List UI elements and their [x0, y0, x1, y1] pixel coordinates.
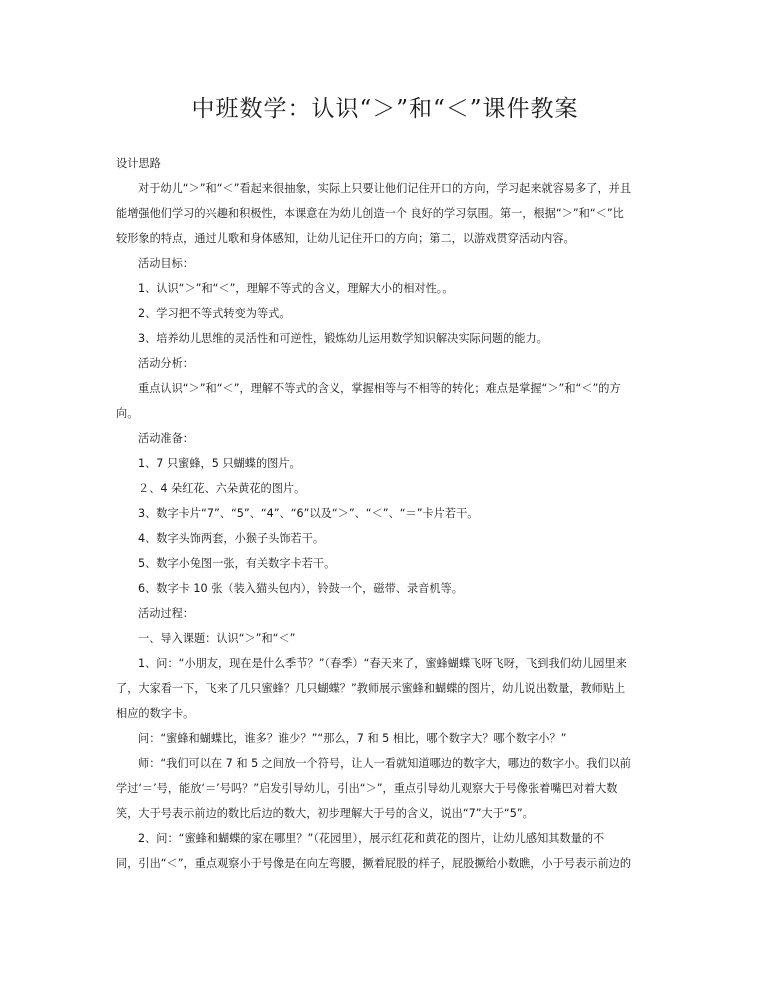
list-item: 5、数字小兔图一张，有关数字卡若干。: [138, 557, 336, 570]
list-item: ２、4 朵红花、六朵黄花的图片。: [138, 482, 306, 495]
list-item: 3、培养幼儿思维的灵活性和可逆性，锻炼幼儿运用数学知识解决实际问题的能力。: [138, 332, 548, 345]
subsection-heading: 一、导入课题：认识“＞”和“＜”: [138, 632, 296, 645]
section-heading: 设计思路: [116, 157, 161, 170]
paragraph-line: 能增强他们学习的兴趣和积极性，本课意在为幼儿创造一个 良好的学习氛围。第一，根据“＞”和“＜”比: [116, 207, 624, 220]
section-heading: 活动过程：: [138, 607, 194, 620]
paragraph-line: 同，引出“＜”，重点观察小于号像是在向左弯腰，撅着屁股的样子，屁股撅给小数瞧，小于号表示前边的: [116, 857, 632, 870]
paragraph-line: 1、问：“小朋友，现在是什么季节？”（春季）“春天来了，蜜蜂蝴蝶飞呀飞呀，飞到我们幼儿园里来: [138, 657, 627, 670]
paragraph-line: 向。: [116, 407, 139, 420]
paragraph-line: 2、问：“蜜蜂和蝴蝶的家在哪里？”（花园里），展示红花和黄花的图片，让幼儿感知其数量的不: [138, 832, 605, 845]
section-heading: 活动分析：: [138, 357, 194, 370]
paragraph-line: 对于幼儿“＞”和“＜”看起来很抽象，实际上只要让他们记住开口的方向，学习起来就容易多了，并且: [138, 182, 632, 195]
paragraph-line: 学过‘＝’号，能放‘＝’号吗？”启发引导幼儿，引出“＞”，重点引导幼儿观察大于号像张着嘴巴对着大数: [116, 782, 618, 795]
section-heading: 活动准备：: [138, 432, 194, 445]
paragraph-line: 重点认识“＞”和“＜”，理解不等式的含义，掌握相等与不相等的转化；难点是掌握“＞”和“＜”的方: [138, 382, 621, 395]
paragraph-line: 师：“我们可以在 7 和 5 之间放一个符号，让人一看就知道哪边的数字大，哪边的数字小。我们以前: [138, 757, 631, 770]
section-heading: 活动目标：: [138, 257, 194, 270]
paragraph-line: 了，大家看一下，飞来了几只蜜蜂？几只蝴蝶？”教师展示蜜蜂和蝴蝶的图片，幼儿说出数量，教师贴上: [116, 682, 626, 695]
document-title: 中班数学：认识“＞”和“＜”课件教案: [191, 96, 579, 122]
paragraph-line: 相应的数字卡。: [116, 707, 195, 720]
list-item: 2、学习把不等式转变为等式。: [138, 307, 291, 320]
document-body: [116, 151, 656, 876]
list-item: 6、数字卡 10 张（装入猫头包内），铃鼓一个，磁带、录音机等。: [138, 582, 463, 595]
list-item: 3、数字卡片“7”、“5”、“4”、“6”以及“＞”、“＜”、“＝”卡片若干。: [138, 507, 479, 520]
list-item: 1、认识“＞”和“＜”，理解不等式的含义，理解大小的相对性。。: [138, 282, 454, 295]
paragraph-line: 笑，大于号表示前边的数比后边的数大，初步理解大于号的含义，说出“7”大于“5”。: [116, 807, 534, 820]
list-item: 4、数字头饰两套，小猴子头饰若干。: [138, 532, 325, 545]
list-item: 1、7 只蜜蜂，5 只蝴蝶的图片。: [138, 457, 301, 470]
paragraph-line: 问：“蜜蜂和蝴蝶比，谁多？谁少？”“那么，7 和 5 相比，哪个数字大？哪个数字小？”: [138, 732, 567, 745]
paragraph-line: 较形象的特点，通过儿歌和身体感知，让幼儿记住开口的方向；第二，以游戏贯穿活动内容。: [116, 232, 575, 245]
